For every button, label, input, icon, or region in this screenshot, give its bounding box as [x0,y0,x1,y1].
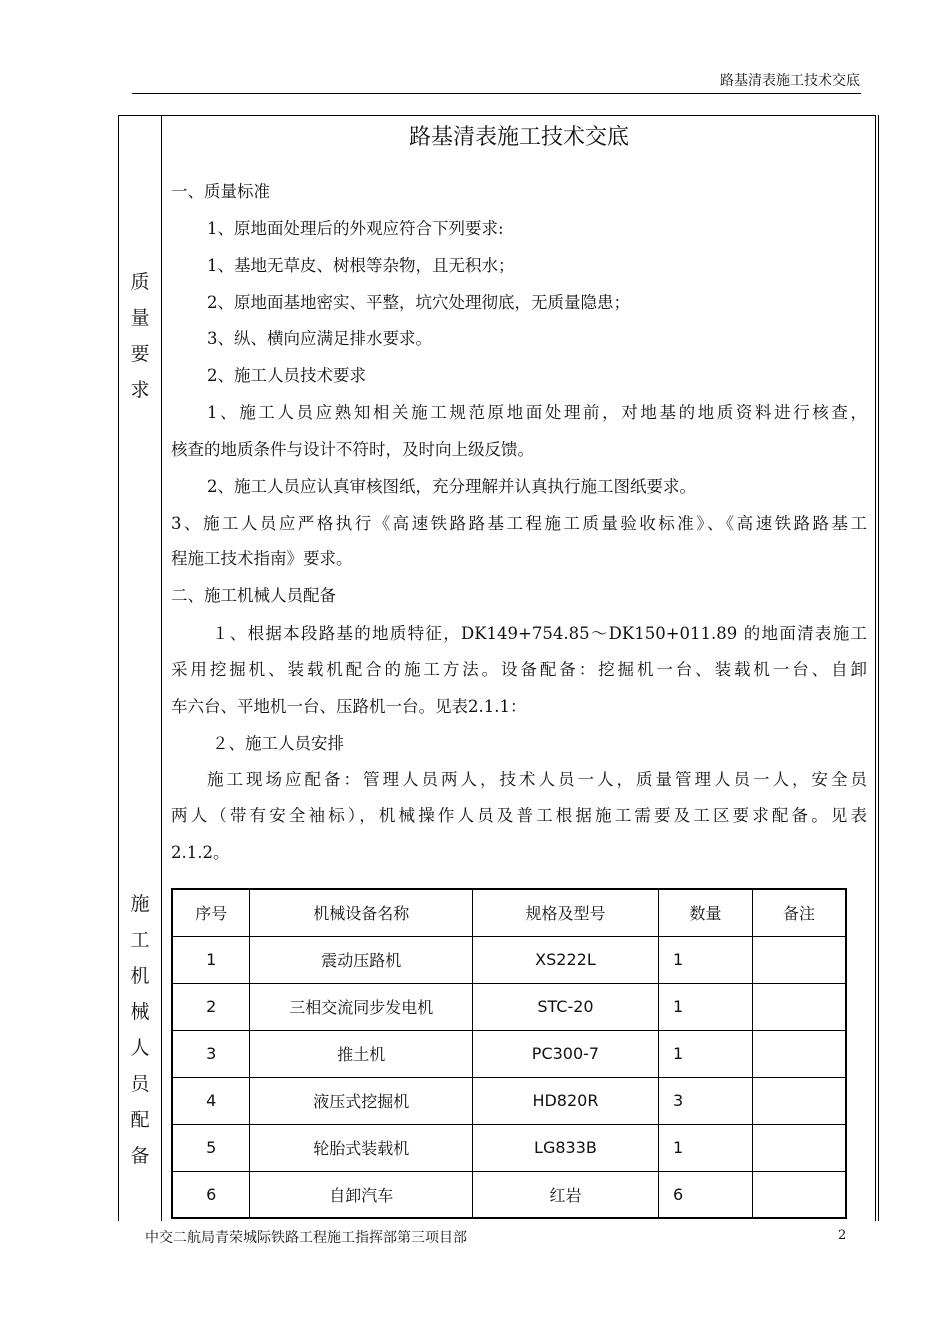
cell-qty: 1 [658,936,752,983]
paragraph: 施工现场应配备：管理人员两人，技术人员一人，质量管理人员一人，安全员 [207,770,867,789]
side-char: 械 [130,1001,150,1023]
cell-qty: 1 [658,983,752,1030]
table-header-row [172,889,846,936]
paragraph: 程施工技术指南》要求。 [171,549,353,568]
table-row [172,1077,846,1124]
side-char: 备 [130,1145,150,1167]
side-char: 求 [130,379,150,401]
paragraph: 核查的地质条件与设计不符时，及时向上级反馈。 [171,440,534,459]
side-char: 工 [130,929,150,951]
cell-note [753,936,846,983]
cell-note [753,983,846,1030]
cell-no: 4 [172,1077,250,1124]
paragraph: 3、施工人员应严格执行《高速铁路路基工程施工质量验收标准》、《高速铁路路基工 [171,514,867,533]
cell-spec: 红岩 [472,1171,658,1218]
table-row [172,936,846,983]
cell-spec: HD820R [472,1077,658,1124]
table-row [172,1030,846,1077]
cell-spec: LG833B [472,1124,658,1171]
side-char: 要 [130,343,150,365]
cell-qty: 1 [658,1030,752,1077]
side-label-machinery [122,886,158,1174]
running-header: 路基清表施工技术交底 [720,73,860,89]
subheading: ２、施工人员安排 [212,734,344,753]
cell-no: 2 [172,983,250,1030]
cell-no: 5 [172,1124,250,1171]
side-char: 员 [130,1073,150,1095]
page-number: 2 [838,1228,847,1243]
document-title: 路基清表施工技术交底 [408,125,629,150]
cell-name: 液压式挖掘机 [250,1077,472,1124]
side-char: 质 [130,271,150,293]
paragraph: 2.1.2。 [171,843,230,862]
paragraph: １、根据本段路基的地质特征，DK149+754.85～DK150+011.89 的地面清表施工 [212,624,867,643]
footer-organization: 中交二航局青荣城际铁路工程施工指挥部第三项目部 [145,1230,467,1246]
side-char: 人 [130,1037,150,1059]
column-divider [161,115,162,1221]
cell-name: 自卸汽车 [250,1171,472,1218]
cell-qty: 1 [658,1124,752,1171]
cell-no: 1 [172,936,250,983]
cell-qty: 6 [658,1171,752,1218]
header-cell: 机械设备名称 [250,889,472,936]
paragraph: 1、原地面处理后的外观应符合下列要求: [207,219,504,238]
side-char: 施 [130,893,150,915]
cell-no: 6 [172,1171,250,1218]
paragraph: 车六台、平地机一台、压路机一台。见表2.1.1： [171,697,527,716]
side-label-quality [122,264,158,408]
header-rule [132,93,861,94]
table-row [172,983,846,1030]
frame-right-inner-border [878,115,879,1221]
cell-spec: XS222L [472,936,658,983]
subheading: 2、施工人员技术要求 [207,366,366,385]
cell-name: 轮胎式装载机 [250,1124,472,1171]
section-heading-quality: 一、质量标准 [171,182,270,201]
cell-name: 震动压路机 [250,936,472,983]
cell-no: 3 [172,1030,250,1077]
paragraph: 采用挖掘机、装载机配合的施工方法。设备配备：挖掘机一台、装载机一台、自卸 [171,660,867,679]
header-cell: 序号 [172,889,250,936]
cell-note [753,1077,846,1124]
header-cell: 备注 [753,889,846,936]
section-heading-machinery: 二、施工机械人员配备 [171,586,336,605]
side-char: 量 [130,307,150,329]
side-char: 机 [130,965,150,987]
side-char: 配 [130,1109,150,1131]
table-row [172,1124,846,1171]
cell-note [753,1030,846,1077]
cell-spec: PC300-7 [472,1030,658,1077]
cell-spec: STC-20 [472,983,658,1030]
paragraph: 2、施工人员应认真审核图纸，充分理解并认真执行施工图纸要求。 [207,477,696,496]
cell-note [753,1171,846,1218]
paragraph: 两人（带有安全袖标），机械操作人员及普工根据施工需要及工区要求配备。见表 [171,806,867,825]
paragraph: 3、纵、横向应满足排水要求。 [207,329,432,348]
cell-name: 推土机 [250,1030,472,1077]
table-row [172,1171,846,1218]
paragraph: 2、原地面基地密实、平整，坑穴处理彻底，无质量隐患； [207,293,630,312]
cell-qty: 3 [658,1077,752,1124]
equipment-table [171,888,847,1219]
paragraph: 1、施工人员应熟知相关施工规范原地面处理前，对地基的地质资料进行核查， [207,403,867,422]
header-cell: 规格及型号 [472,889,658,936]
header-cell: 数量 [658,889,752,936]
cell-note [753,1124,846,1171]
paragraph: 1、基地无草皮、树根等杂物，且无积水； [207,256,515,275]
cell-name: 三相交流同步发电机 [250,983,472,1030]
